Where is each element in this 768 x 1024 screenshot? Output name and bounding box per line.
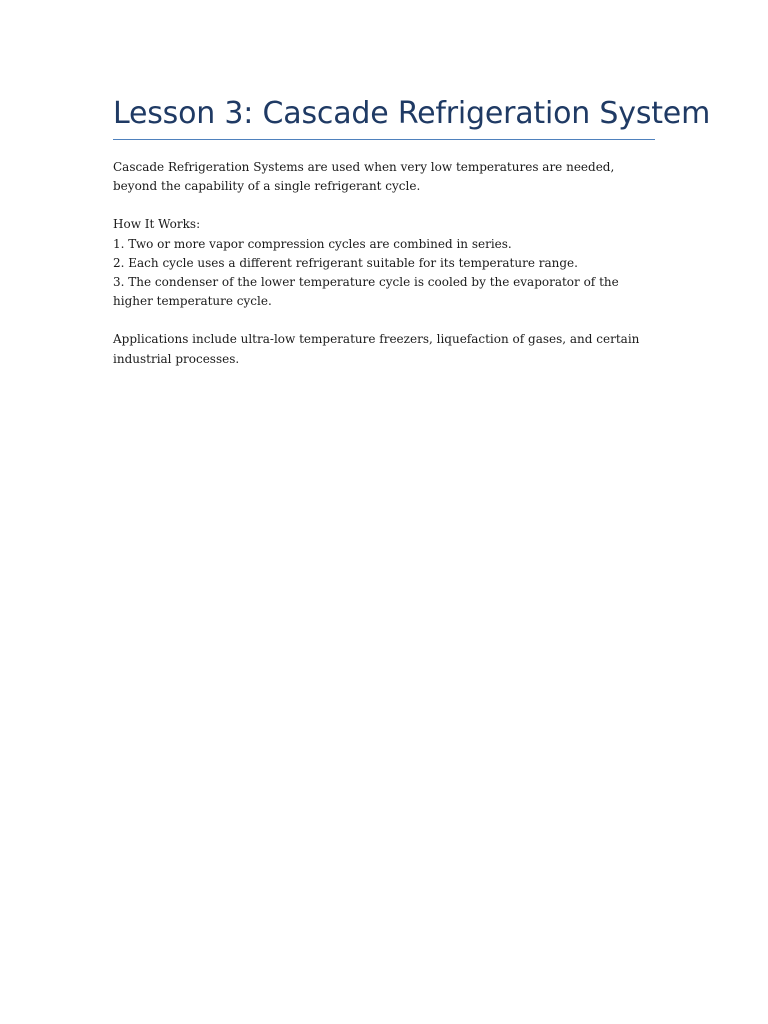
document-content [113,94,711,369]
step-item: 1. Two or more vapor compression cycles are combined in series. [113,236,512,251]
how-it-works-heading: How It Works: [113,217,201,232]
step-item: 2. Each cycle uses a different refrigerant suitable for its temperature range. [113,255,578,270]
intro-paragraph: Cascade Refrigeration Systems are used when very low temperatures are needed, beyond the capability of a single refrigerant cycle. [113,160,615,194]
step-item: 3. The condenser of the lower temperature cycle is cooled by the evaporator of the higher temperature cycle. [113,275,619,309]
page-title: Lesson 3: Cascade Refrigeration System [113,96,711,131]
how-it-works-section [113,215,655,311]
applications-paragraph: Applications include ultra-low temperature freezers, liquefaction of gases, and certain industrial processes. [113,332,640,366]
title-underline-rule [113,139,655,140]
